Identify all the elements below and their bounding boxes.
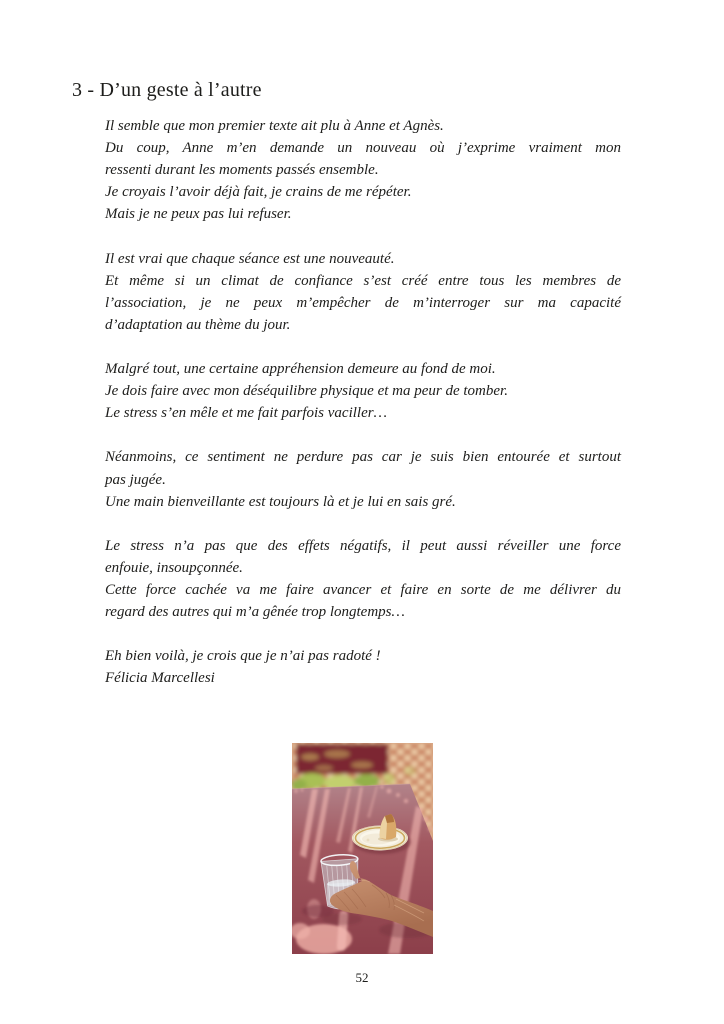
text-line: regard des autres qui m’a gênée trop longtemps… (105, 604, 405, 621)
body-text (105, 115, 621, 689)
text-line: Malgré tout, une certaine appréhension demeure au fond de moi. (105, 361, 496, 378)
text-line: Et même si un climat de confiance s’est créé entre tous les membres de (105, 272, 621, 289)
text-line: d’adaptation au thème du jour. (105, 316, 291, 333)
page-title: 3 - D’un geste à l’autre (72, 79, 262, 102)
text-line: enfouie, insoupçonnée. (105, 559, 243, 576)
text-line: pas jugée. (105, 471, 166, 488)
text-line: Du coup, Anne m’en demande un nouveau où j’exprime vraiment mon (105, 140, 621, 157)
text-line: ressenti durant les moments passés ensemble. (105, 162, 379, 179)
paragraph (105, 358, 621, 424)
text-line: Eh bien voilà, je crois que je n’ai pas radoté ! (105, 648, 381, 665)
text-line: Il est vrai que chaque séance est une nouveauté. (105, 250, 395, 267)
text-line: Mais je ne peux pas lui refuser. (105, 206, 292, 223)
text-line: Le stress s’en mêle et me fait parfois vaciller… (105, 405, 387, 422)
text-line: Je dois faire avec mon déséquilibre physique et ma peur de tomber. (105, 383, 508, 400)
text-line: Une main bienveillante est toujours là et je lui en sais gré. (105, 493, 456, 510)
text-line: Félicia Marcellesi (105, 670, 215, 687)
text-line: Cette force cachée va me faire avancer et faire en sorte de me délivrer du (105, 581, 621, 598)
text-line: l’association, je ne peux m’empêcher de m’interroger sur ma capacité (105, 294, 621, 311)
photo-illustration (292, 743, 433, 954)
paragraph (105, 115, 621, 225)
text-line: Je croyais l’avoir déjà fait, je crains de me répéter. (105, 184, 412, 201)
paragraph (105, 446, 621, 512)
text-line: Le stress n’a pas que des effets négatifs, il peut aussi réveiller une force (105, 537, 621, 554)
text-line: Néanmoins, ce sentiment ne perdure pas car je suis bien entourée et surtout (105, 449, 621, 466)
text-line: Il semble que mon premier texte ait plu à Anne et Agnès. (105, 118, 444, 134)
paragraph (105, 248, 621, 336)
paragraph (105, 535, 621, 623)
page-number: 52 (355, 970, 369, 985)
photo-table-scene (292, 743, 433, 954)
paragraph (105, 645, 621, 689)
